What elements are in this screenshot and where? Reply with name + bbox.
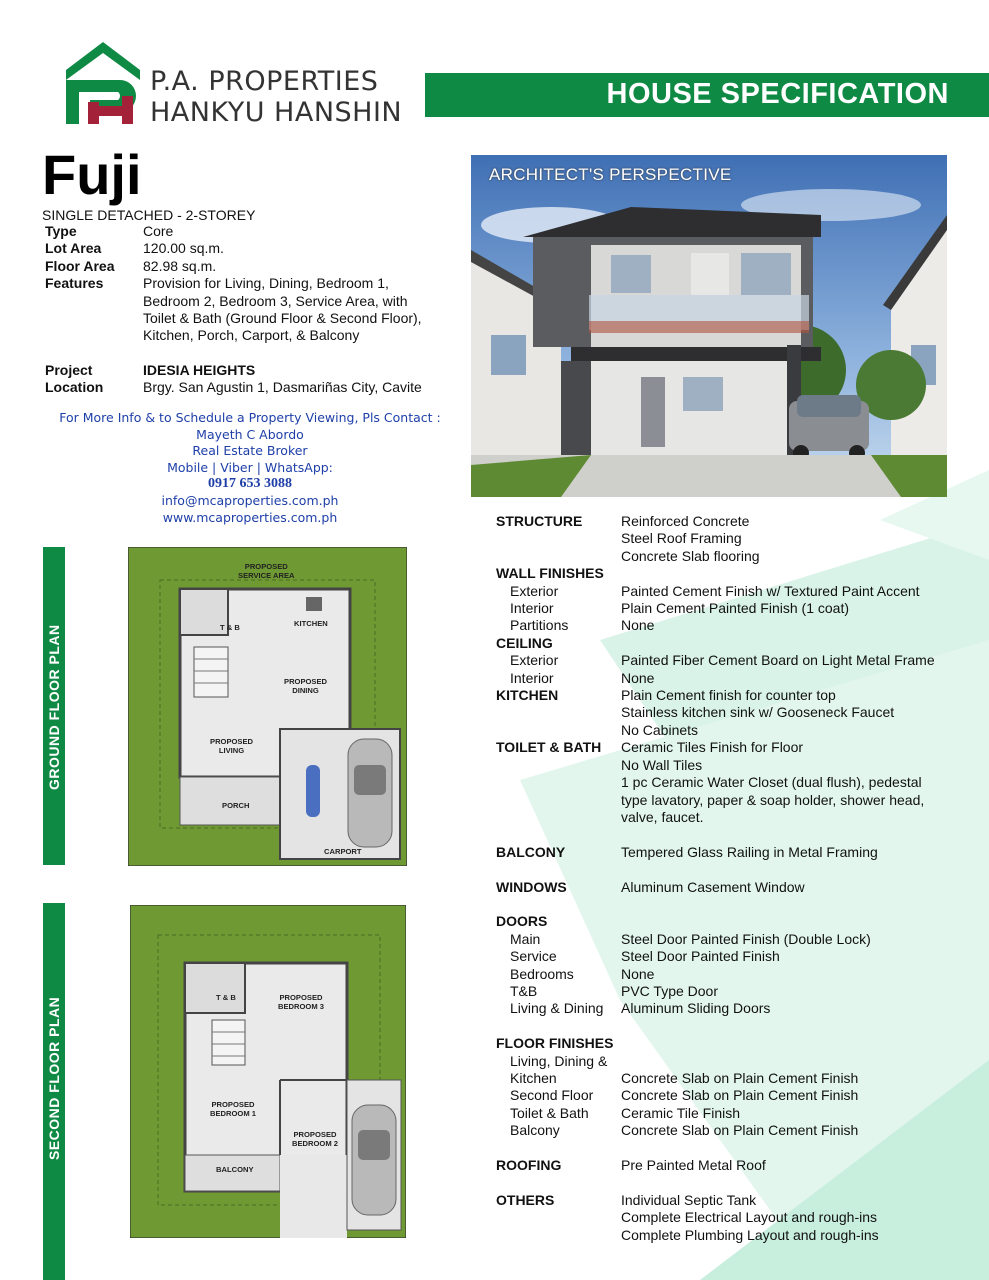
spec-subkey: Kitchen [510,1069,557,1086]
spec-kitchen [496,687,976,739]
spec-ceiling-heading [496,635,976,652]
spec-structure [496,513,976,565]
contact-channels: Mobile | Viber | WhatsApp: [167,459,333,475]
spec-value: Tempered Glass Railing in Metal Framing [621,843,878,860]
features-line: Toilet & Bath (Ground Floor & Second Floor), [143,310,422,327]
spec-list [496,513,976,1244]
spec-balcony [496,844,976,861]
room-label-porch: PORCH [222,801,250,810]
spec-value: No Cabinets [621,721,699,738]
spec-subkey: Interior [510,669,554,686]
spec-value: Concrete Slab flooring [621,547,760,564]
room-label-bedroom1: PROPOSED BEDROOM 1 [210,1100,256,1118]
room-label-dining: PROPOSED DINING [284,677,328,695]
logo-line2: HANKYU HANSHIN [150,97,403,128]
ground-floor-label: GROUND FLOOR PLAN [46,624,62,790]
spec-value: None [621,617,655,634]
spec-subkey: Exterior [510,652,559,669]
spec-wall-partitions [496,617,976,634]
spec-floor-heading [496,1035,976,1052]
spec-value: Reinforced Concrete [621,513,750,529]
spec-value: Steel Door Painted Finish (Double Lock) [621,930,871,947]
location-value: Brgy. San Agustin 1, Dasmariñas City, Cavite [143,379,422,396]
spec-value: Steel Roof Framing [621,530,742,547]
room-label-tb: T & B [220,623,240,632]
spec-door-service [496,948,976,965]
spec-subkey: Bedrooms [510,965,574,982]
spec-door-bedrooms [496,966,976,983]
second-floor-plan [130,905,406,1238]
spec-value: No Wall Tiles [621,756,703,773]
spec-heading: DOORS [496,913,548,930]
info-row-features [45,275,445,345]
info-row-project [45,362,445,379]
spec-value: Steel Door Painted Finish [621,948,780,965]
spec-value: Aluminum Sliding Doors [621,1000,771,1017]
spec-door-living [496,1000,976,1017]
info-row-location [45,379,445,396]
spec-heading: CEILING [496,634,553,651]
spec-subkey: Interior [510,600,554,617]
spec-value: Stainless kitchen sink w/ Gooseneck Faucet [621,704,895,721]
spec-value: Aluminum Casement Window [621,878,805,895]
spec-subkey: Toilet & Bath [510,1104,589,1121]
info-key: Floor Area [45,257,115,274]
spec-wall-interior [496,600,976,617]
features-line: Provision for Living, Dining, Bedroom 1, [143,275,389,292]
spec-value: Painted Cement Finish w/ Textured Paint Accent [621,582,920,599]
spec-door-tb [496,983,976,1000]
model-name: Fuji [42,143,142,206]
ground-floor-plan [128,547,407,866]
photo-caption: ARCHITECT'S PERSPECTIVE [489,165,732,184]
info-value: Core [143,223,174,239]
spec-ceiling-exterior [496,652,976,669]
model-info-table [45,223,445,397]
spec-value: Pre Painted Metal Roof [621,1156,766,1173]
spec-subkey: Living, Dining & [510,1052,608,1069]
contact-block [50,410,450,526]
contact-website[interactable]: www.mcaproperties.com.ph [162,509,338,525]
spec-heading: FLOOR FINISHES [496,1035,614,1052]
spec-ceiling-interior [496,670,976,687]
spec-others [496,1192,976,1244]
spec-subkey: Service [510,948,557,965]
spec-windows [496,879,976,896]
room-label-carport: CARPORT [324,847,362,856]
spec-subkey: Living & Dining [510,1000,604,1017]
spec-wall-heading [496,565,976,582]
spec-value: Ceramic Tile Finish [621,1104,741,1121]
contact-intro: For More Info & to Schedule a Property Viewing, Pls Contact : [59,410,441,425]
room-label-service: PROPOSED SERVICE AREA [238,562,295,580]
spec-value: 1 pc Ceramic Water Closet (dual flush), pedestal [621,774,922,791]
contact-phone[interactable]: 0917 653 3088 [208,476,292,492]
spec-roofing [496,1157,976,1174]
room-label-bedroom2: PROPOSED BEDROOM 2 [292,1130,338,1148]
contact-email[interactable]: info@mcaproperties.com.ph [161,492,339,508]
room-label-bedroom3: PROPOSED BEDROOM 3 [278,993,324,1011]
room-label-balcony: BALCONY [216,1165,254,1174]
logo-line1: P.A. PROPERTIES [150,66,379,97]
model-type-line: SINGLE DETACHED - 2-STOREY [42,207,256,223]
info-key: Lot Area [45,240,102,257]
spec-subkey: Balcony [510,1122,560,1139]
info-row-lot-area [45,240,445,257]
info-key: Location [45,379,104,396]
project-name: IDESIA HEIGHTS [143,361,256,378]
room-label-living: PROPOSED LIVING [210,737,254,755]
header-banner [425,73,989,117]
spec-value: Concrete Slab on Plain Cement Finish [621,1087,859,1104]
spec-heading: ROOFING [496,1156,562,1173]
info-key: Type [45,223,77,239]
room-label-kitchen: KITCHEN [294,619,328,628]
second-floor-drawing [130,905,406,1238]
spec-subkey: Main [510,930,541,947]
info-key: Project [45,361,93,378]
spec-value: Plain Cement Painted Finish (1 coat) [621,600,849,617]
spec-value: type lavatory, paper & soap holder, shower head, [621,791,925,808]
spec-value: Individual Septic Tank [621,1191,757,1208]
logo-mark-icon [62,40,144,130]
spec-door-main [496,931,976,948]
spec-subkey: Second Floor [510,1087,594,1104]
spec-floor-balcony [496,1122,976,1139]
spec-floor-kitchen [496,1070,976,1087]
spec-heading: KITCHEN [496,687,559,704]
ground-floor-drawing [128,547,407,866]
spec-heading: STRUCTURE [496,513,583,529]
spec-floor-second [496,1087,976,1104]
spec-subkey: Partitions [510,617,569,634]
contact-name: Mayeth C Abordo [196,426,304,442]
spec-doors-heading [496,913,976,930]
info-value: 120.00 sq.m. [143,240,224,257]
spec-value: Ceramic Tiles Finish for Floor [621,739,804,756]
info-key: Features [45,275,104,292]
house-illustration [471,155,947,497]
info-row-type [45,223,445,240]
spec-value: Concrete Slab on Plain Cement Finish [621,1069,859,1086]
contact-role: Real Estate Broker [192,443,308,459]
architect-perspective-image [471,155,947,497]
spec-floor-living-first [496,1053,976,1070]
info-value-features [143,275,445,345]
spec-heading: WALL FINISHES [496,565,604,582]
info-row-floor-area [45,258,445,275]
second-floor-label: SECOND FLOOR PLAN [46,996,62,1160]
company-logo [62,40,403,130]
spec-heading: TOILET & BATH [496,739,602,756]
features-line: Bedroom 2, Bedroom 3, Service Area, with [143,292,408,309]
spec-floor-toilet [496,1105,976,1122]
spec-value: Concrete Slab on Plain Cement Finish [621,1122,859,1139]
info-value: 82.98 sq.m. [143,257,217,274]
spec-subkey: T&B [510,982,538,999]
spec-subkey: Exterior [510,582,559,599]
spec-toilet [496,739,976,826]
spec-heading: WINDOWS [496,878,567,895]
spec-value: Complete Plumbing Layout and rough-ins [621,1226,879,1243]
spec-heading: BALCONY [496,843,566,860]
spec-value: None [621,965,655,982]
spec-value: Complete Electrical Layout and rough-ins [621,1209,878,1226]
features-line: Kitchen, Porch, Carport, & Balcony [143,327,360,344]
spec-value: valve, faucet. [621,808,704,825]
banner-title: HOUSE SPECIFICATION [606,78,949,110]
room-label-tb: T & B [216,993,236,1002]
spec-heading: OTHERS [496,1191,555,1208]
spec-wall-exterior [496,583,976,600]
spec-value: None [621,669,655,686]
spec-value: PVC Type Door [621,982,719,999]
spec-value: Plain Cement finish for counter top [621,687,836,704]
spec-value: Painted Fiber Cement Board on Light Metal Frame [621,652,935,669]
